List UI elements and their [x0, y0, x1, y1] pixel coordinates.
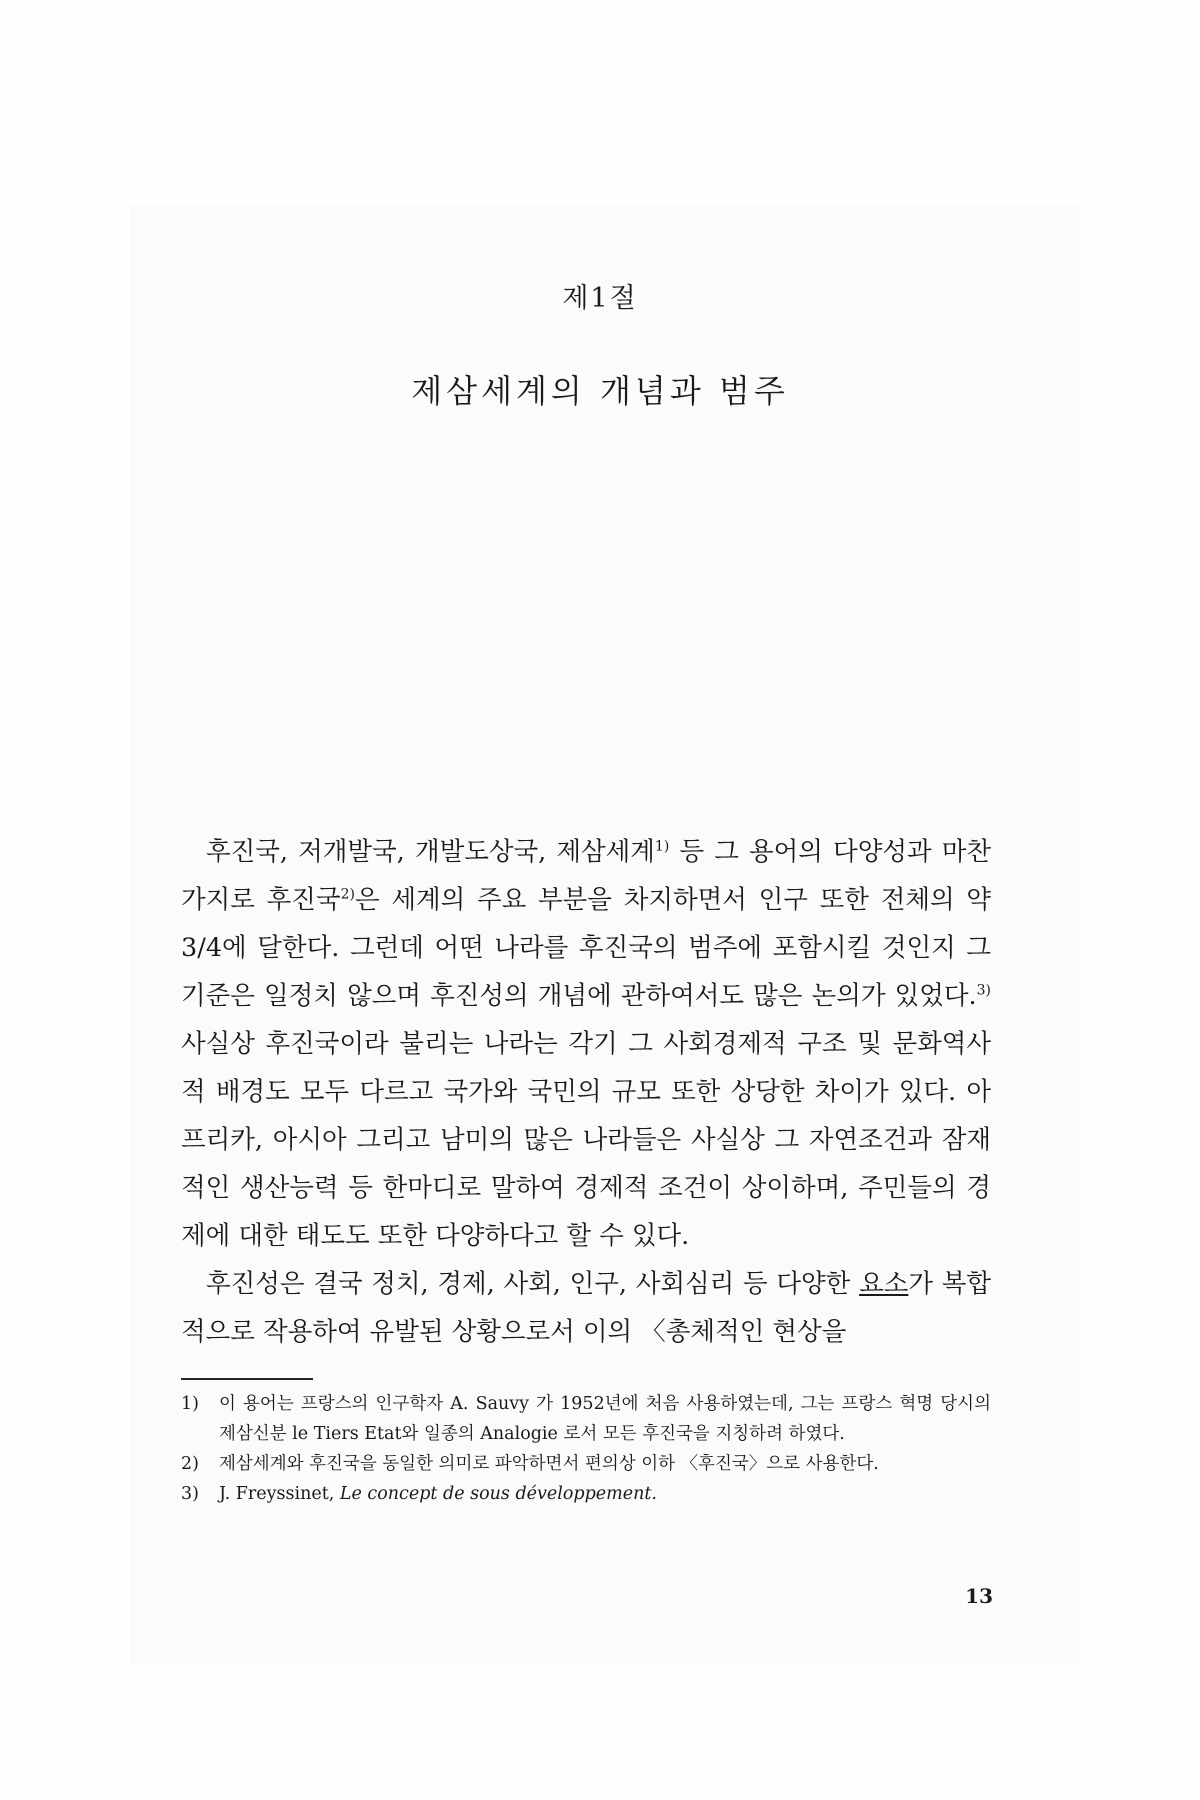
footnote-ref-3: 3)	[976, 982, 991, 999]
footnote-mark: 3)	[181, 1484, 199, 1504]
footnote-book-title: Le concept de sous développement.	[339, 1484, 657, 1504]
footnote-author: J. Freyssinet,	[219, 1484, 340, 1504]
paragraph-2-text: 가 복합적으로 작용하여 유발된 상황으로서 이의 〈총체적인 현상을	[181, 1269, 991, 1347]
footnotes	[181, 1389, 991, 1509]
paragraph-1	[181, 828, 991, 1260]
paragraph-1-text: 후진국, 저개발국, 개발도상국, 제삼세계	[206, 837, 655, 867]
section-title: 제삼세계의 개념과 범주	[411, 372, 789, 410]
footnote-ref-2: 2)	[340, 886, 355, 903]
footnote-mark: 2)	[181, 1454, 199, 1474]
footnote-text: 제삼세계와 후진국을 동일한 의미로 파악하면서 편의상 이하 〈후진국〉으로 사용한다.	[219, 1454, 879, 1474]
paragraph-1-text: 은 세계의 주요 부분을 차지하면서 인구 또한 전체의 약 3/4에 달한다. 그런데 어떤 나라를 후진국의 범주에 포함시킬 것인지 그 기준은 일정치 않으며 후진성의 개념에 관하여서도 많은 논의가 있었다.	[181, 885, 991, 1011]
section-number: 제1절	[562, 283, 638, 314]
footnote-mark: 1)	[181, 1394, 199, 1414]
body-text	[181, 828, 991, 1356]
footnote-text: 이 용어는 프랑스의 인구학자 A. Sauvy 가 1952년에 처음 사용하였는데, 그는 프랑스 혁명 당시의 제삼신분 le Tiers Etat와 일종의 Analogie 로서 모든 후진국을 지칭하려 하였다.	[219, 1394, 991, 1444]
footnote-ref-1: 1)	[654, 838, 670, 855]
paragraph-1-text: 등 그 용어의 다양성과 마찬가지로 후진국	[181, 837, 992, 915]
page-number: 13	[965, 1584, 993, 1608]
footnote-3	[181, 1479, 991, 1509]
paragraph-1-text: 사실상 후진국이라 불리는 나라는 각기 그 사회경제적 구조 및 문화역사적 배경도 모두 다르고 국가와 국민의 규모 또한 상당한 차이가 있다. 아프리카, 아시아 그리고 남미의 많은 나라들은 사실상 그 자연조건과 잠재적인 생산능력 등 한마디로 말하여 경제적 조건이 상이하며, 주민들의 경제에 대한 태도도 또한 다양하다고 할 수 있다.	[181, 1029, 991, 1251]
paragraph-2-text: 후진성은 결국 정치, 경제, 사회, 인구, 사회심리 등 다양한	[206, 1269, 860, 1299]
footnote-divider	[181, 1378, 313, 1380]
underlined-word: 요소	[859, 1269, 909, 1299]
footnote-1	[181, 1389, 991, 1449]
paragraph-2	[181, 1260, 991, 1356]
footnote-2	[181, 1449, 991, 1479]
